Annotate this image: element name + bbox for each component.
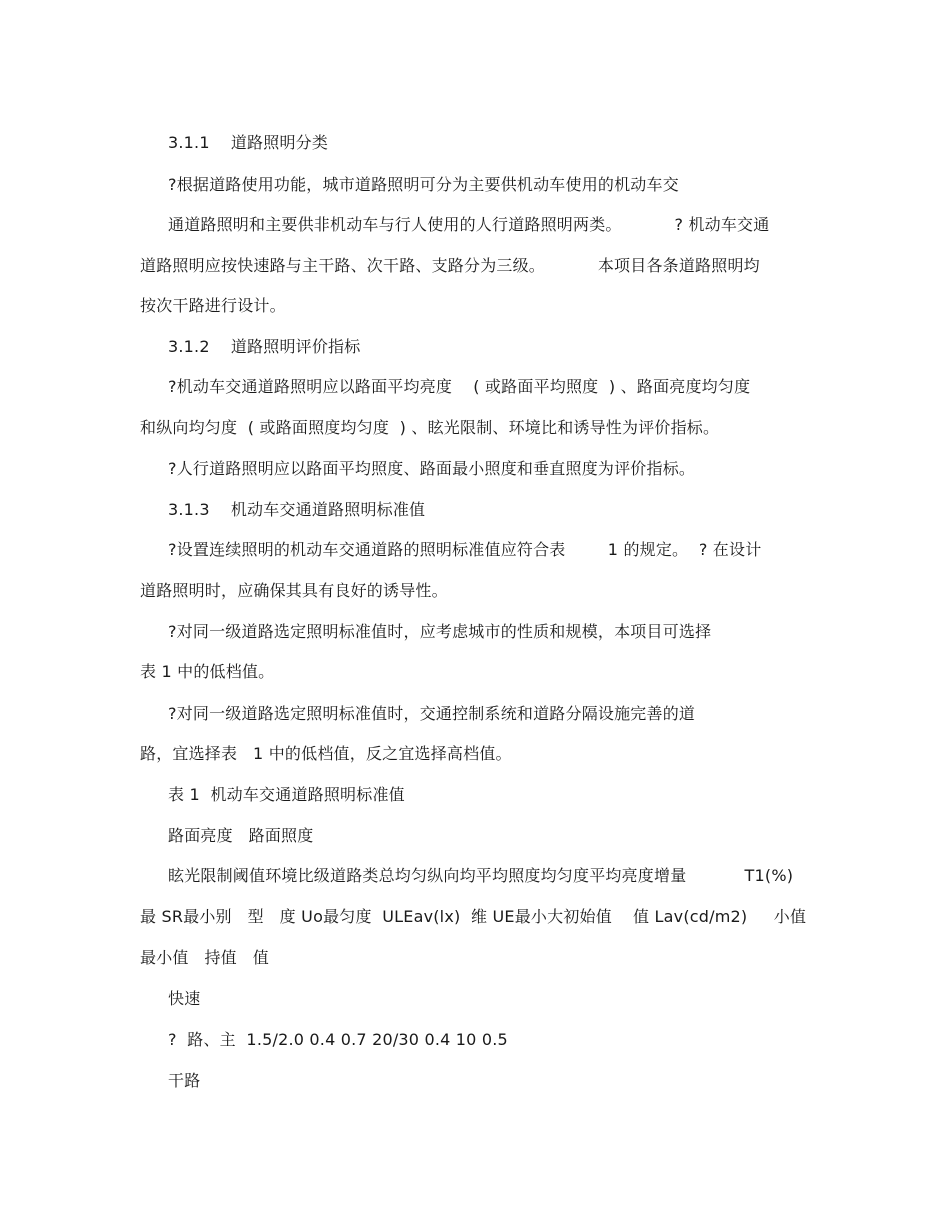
table-row-line: ? 路、主 1.5/2.0 0.4 0.7 20/30 0.4 10 0.5 bbox=[168, 1030, 508, 1049]
section-heading-3-1-2: 3.1.2 道路照明评价指标 bbox=[168, 337, 361, 356]
table-header-line: 最 SR最小别 型 度 Uo最匀度 ULEav(lx) 维 UE最小大初始值 值 Lav(cd/m2) 小值 bbox=[140, 907, 807, 926]
table-row-line: 干路 bbox=[168, 1071, 201, 1090]
paragraph-line: ?机动车交通道路照明应以路面平均亮度 ( 或路面平均照度 ) 、路面亮度均匀度 bbox=[168, 377, 751, 396]
paragraph-line: 表 1 中的低档值。 bbox=[140, 662, 275, 681]
paragraph-line: ?人行道路照明应以路面平均照度、路面最小照度和垂直照度为评价指标。 bbox=[168, 459, 696, 478]
table-header-line: 眩光限制阈值环境比级道路类总均匀纵向均平均照度均匀度平均亮度增量 T1(%) bbox=[168, 866, 794, 885]
table-header-line: 最小值 持值 值 bbox=[140, 948, 269, 967]
paragraph-line: ?对同一级道路选定照明标准值时，应考虑城市的性质和规模，本项目可选择 bbox=[168, 622, 712, 641]
table-row-line: 快速 bbox=[168, 989, 201, 1008]
paragraph-line: 道路照明应按快速路与主干路、次干路、支路分为三级。 本项目各条道路照明均 bbox=[140, 256, 760, 275]
section-heading-3-1-3: 3.1.3 机动车交通道路照明标准值 bbox=[168, 500, 426, 519]
paragraph-line: ?对同一级道路选定照明标准值时，交通控制系统和道路分隔设施完善的道 bbox=[168, 704, 696, 723]
paragraph-line: 和纵向均匀度 ( 或路面照度均匀度 ) 、眩光限制、环境比和诱导性为评价指标。 bbox=[140, 418, 720, 437]
table-caption: 表 1 机动车交通道路照明标准值 bbox=[168, 785, 405, 804]
paragraph-line: ?设置连续照明的机动车交通道路的照明标准值应符合表 1 的规定。 ? 在设计 bbox=[168, 540, 762, 559]
section-heading-3-1-1: 3.1.1 道路照明分类 bbox=[168, 133, 329, 152]
paragraph-line: ?根据道路使用功能，城市道路照明可分为主要供机动车使用的机动车交 bbox=[168, 175, 679, 194]
paragraph-line: 道路照明时，应确保其具有良好的诱导性。 bbox=[140, 581, 448, 600]
paragraph-line: 通道路照明和主要供非机动车与行人使用的人行道路照明两类。 ? 机动车交通 bbox=[168, 215, 770, 234]
paragraph-line: 按次干路进行设计。 bbox=[140, 296, 286, 315]
paragraph-line: 路，宜选择表 1 中的低档值，反之宜选择高档值。 bbox=[140, 744, 512, 763]
table-header-line: 路面亮度 路面照度 bbox=[168, 826, 314, 845]
